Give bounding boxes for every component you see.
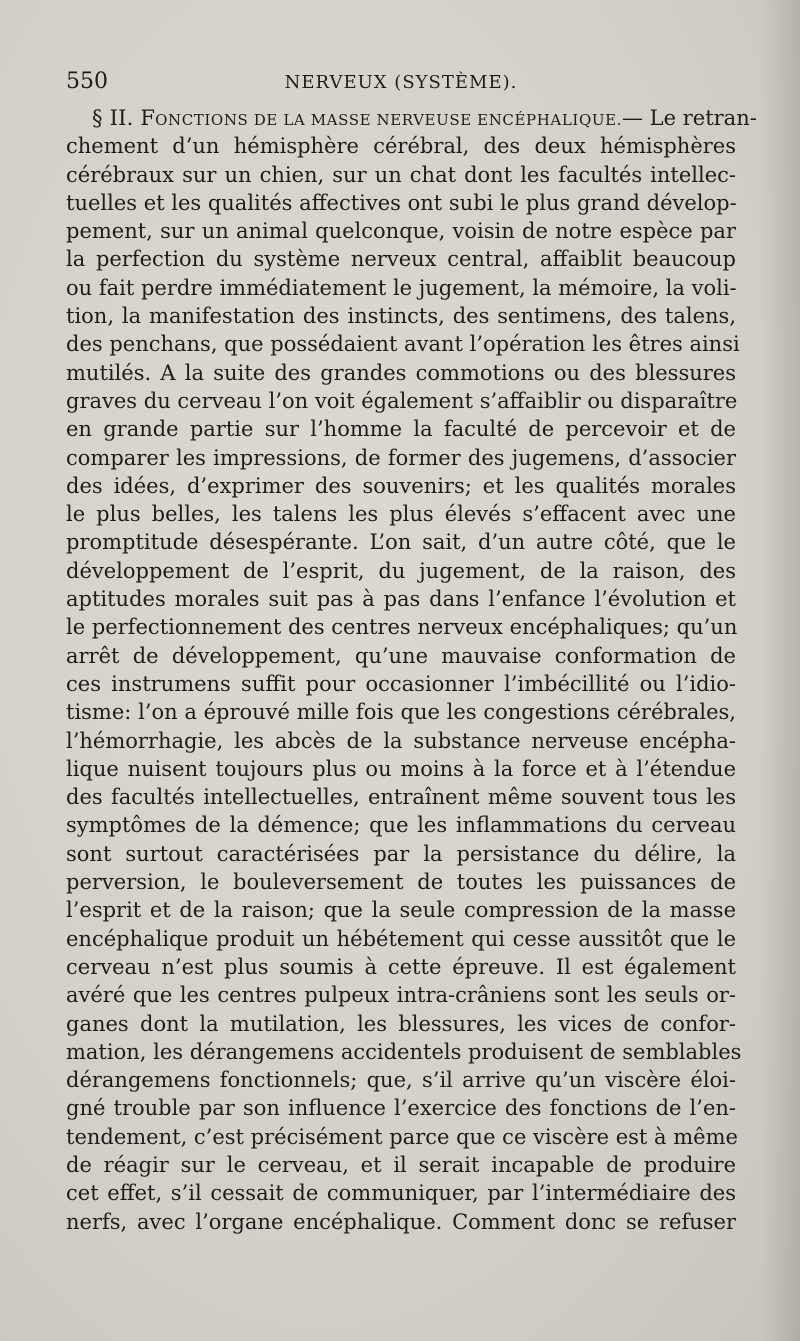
text-line: tion, la manifestation des instincts, des sentimens, des talens, [66, 304, 736, 329]
text-line: tendement, c’est précisément parce que ce viscère est à même [66, 1124, 738, 1149]
text-line: l’hémorrhagie, les abcès de la substance nerveuse encépha- [66, 728, 736, 753]
text-line: le perfectionnement des centres nerveux encéphaliques; qu’un [66, 615, 738, 640]
text-line: graves du cerveau l’on voit également s’affaiblir ou disparaître [66, 388, 738, 413]
text-line: gné trouble par son influence l’exercice des fonctions de l’en- [66, 1096, 736, 1121]
text-line: cerveau n’est plus soumis à cette épreuve. Il est également [66, 954, 736, 979]
text-line: ces instrumens suffit pour occasionner l’imbécillité ou l’idio- [66, 671, 736, 696]
text-line: des idées, d’exprimer des souvenirs; et les qualités morales [66, 473, 736, 498]
page-number: 550 [66, 69, 108, 94]
text-line: nerfs, avec l’organe encéphalique. Comment donc se refuser [66, 1209, 736, 1234]
text-line: encéphalique produit un hébétement qui cesse aussitôt que le [66, 926, 736, 951]
text-line: aptitudes morales suit pas à pas dans l’enfance l’évolution et [66, 587, 736, 612]
text-line: des penchans, que possédaient avant l’opération les êtres ainsi [66, 332, 740, 357]
text-line: comparer les impressions, de former des jugemens, d’associer [66, 445, 736, 470]
text-line: pement, sur un animal quelconque, voisin de notre espèce par [66, 219, 736, 244]
section-heading-line [66, 104, 757, 132]
text-line: lique nuisent toujours plus ou moins à la force et à l’étendue [66, 756, 736, 781]
text-line: promptitude désespérante. L’on sait, d’un autre côté, que le [66, 530, 736, 555]
text-line: la perfection du système nerveux central, affaiblit beaucoup [66, 247, 736, 272]
section-title: ONCTIONS DE LA MASSE NERVEUSE ENCÉPHALIQUE. [155, 111, 622, 129]
text-line: ou fait perdre immédiatement le jugement, la mémoire, la voli- [66, 275, 737, 300]
text-line: mutilés. A la suite des grandes commotions ou des blessures [66, 360, 736, 385]
body-text [66, 104, 757, 1236]
text-line: en grande partie sur l’homme la faculté de percevoir et de [66, 417, 736, 442]
page-header [66, 68, 736, 100]
text-line: cérébraux sur un chien, sur un chat dont les facultés intellec- [66, 162, 736, 187]
text-line: dérangemens fonctionnels; que, s’il arrive qu’un viscère éloi- [66, 1068, 736, 1093]
page-edge-shadow [760, 0, 800, 1341]
section-first-line-text: — Le retran- [622, 106, 757, 130]
running-title: NERVEUX (SYSTÈME). [284, 72, 518, 93]
text-line: développement de l’esprit, du jugement, de la raison, des [66, 558, 736, 583]
text-line: arrêt de développement, qu’une mauvaise conformation de [66, 643, 736, 668]
text-line: le plus belles, les talens les plus élevés s’effacent avec une [66, 502, 736, 527]
text-line: sont surtout caractérisées par la persistance du délire, la [66, 841, 736, 866]
text-line: avéré que les centres pulpeux intra-crâniens sont les seuls or- [66, 983, 736, 1008]
text-line: symptômes de la démence; que les inflammations du cerveau [66, 813, 736, 838]
section-mark: § II. F [92, 106, 156, 130]
text-line: l’esprit et de la raison; que la seule compression de la masse [66, 898, 736, 923]
text-line: de réagir sur le cerveau, et il serait incapable de produire [66, 1152, 736, 1177]
text-line: tuelles et les qualités affectives ont subi le plus grand dévelop- [66, 190, 737, 215]
text-line: tisme: l’on a éprouvé mille fois que les congestions cérébrales, [66, 700, 736, 725]
text-line: perversion, le bouleversement de toutes les puissances de [66, 870, 736, 895]
text-line: des facultés intellectuelles, entraînent même souvent tous les [66, 785, 736, 810]
text-line: chement d’un hémisphère cérébral, des deux hémisphères [66, 134, 736, 159]
text-line: ganes dont la mutilation, les blessures, les vices de confor- [66, 1011, 736, 1036]
text-line: cet effet, s’il cessait de communiquer, par l’intermédiaire des [66, 1181, 736, 1206]
text-line: mation, les dérangemens accidentels produisent de semblables [66, 1039, 742, 1064]
